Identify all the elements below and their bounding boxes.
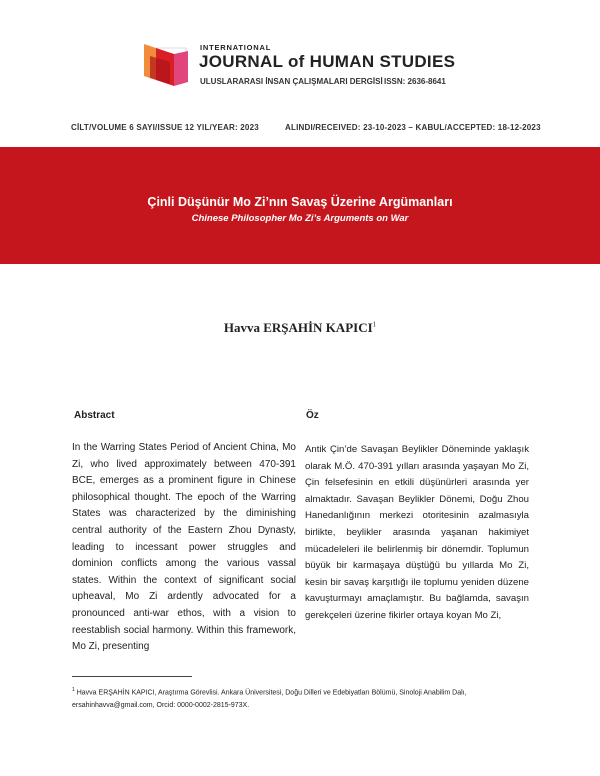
article-title-en: Chinese Philosopher Mo Zi’s Arguments on War xyxy=(191,213,409,224)
journal-issn: ISSN: 2636-8641 xyxy=(384,77,446,86)
journal-logo-icon xyxy=(140,42,190,88)
abstract-column xyxy=(72,440,296,656)
oz-column xyxy=(305,442,529,625)
journal-international: INTERNATIONAL xyxy=(200,43,272,52)
footnote-text: Havva ERŞAHİN KAPICI, Araştırma Görevlisi. Ankara Üniversitesi, Doğu Dilleri ve Edebiyatları Bölümü, Sinoloji Anabilim Dalı, ersahinhavva@gmail.com, Orcid: 0000-0002-2815-973X. xyxy=(72,689,467,709)
author-footnote-mark[interactable]: 1 xyxy=(372,320,377,329)
volume-issue-year: CİLT/VOLUME 6 SAYI/ISSUE 12 YIL/YEAR: 2023 xyxy=(71,123,259,132)
oz-heading: Öz xyxy=(306,410,319,421)
footnote-divider xyxy=(72,676,192,677)
journal-title: JOURNAL of HUMAN STUDIES xyxy=(199,52,456,71)
title-banner xyxy=(0,147,600,264)
article-title-tr: Çinli Düşünür Mo Zi’nın Savaş Üzerine Argümanları xyxy=(147,195,453,209)
abstract-text: In the Warring States Period of Ancient China, Mo Zi, who lived approximately between 470-391 BCE, emerges as a prominent figure in Chinese philosophical thought. The epoch of the Warring States was characterized by the diminishing central authority of the Eastern Zhou Dynasty, leading to incessant power struggles and dominion conflicts among the various vassal states. Within the context of significant social upheaval, Mo Zi ardently advocated for a pronounced anti-war ethos, with a vision to reestablish social harmony. Within this framework, Mo Zi, presenting xyxy=(72,442,296,653)
author-name: Havva ERŞAHİN KAPICI xyxy=(223,320,373,335)
author-line xyxy=(0,320,600,336)
oz-text: Antik Çin’de Savaşan Beylikler Döneminde yaklaşık olarak M.Ö. 470-391 yılları arasında yaşayan Mo Zi, Çin felsefesinin en etkili düşünürleri arasında yer almaktadır. Savaşan Beylikler Dönemi, Doğu Zhou Hanedanlığının merkezi otoritesinin azalmasıyla birlikte, beylikler arasında yaşanan hakimiyet mücadeleleri ile belirlenmiş bir dönemdir. Toplumun büyük bir karmaşaya düştüğü bu yıllarda Mo Zi, kesin bir savaş karşıtlığı ile toplumu yeniden düzene kavuşturmayı amaçlamıştır. Bu bağlamda, savaşın gerekçeleri üzerine fikirler ortaya koyan Mo Zi, xyxy=(305,444,529,621)
footnote xyxy=(72,684,532,712)
footnote-mark: 1 xyxy=(72,687,75,693)
journal-subtitle: ULUSLARARASI İNSAN ÇALIŞMALARI DERGİSİ xyxy=(200,77,383,86)
abstract-heading: Abstract xyxy=(74,410,115,421)
received-accepted-dates: ALINDI/RECEIVED: 23-10-2023 – KABUL/ACCEPTED: 18-12-2023 xyxy=(285,123,541,132)
